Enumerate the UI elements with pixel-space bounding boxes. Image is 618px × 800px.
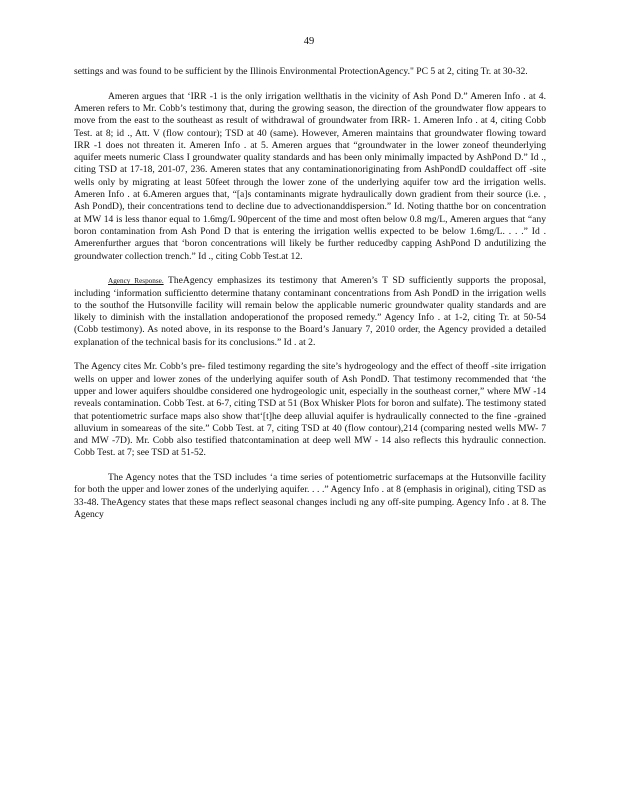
agency-response-heading: Agency Response. [108, 277, 164, 286]
page-number: 49 [303, 36, 315, 47]
agency-response-text: TheAgency emphasizes its testimony that Ameren’s T SD sufficiently supports the proposal, including ‘information sufficientto determine thatany contaminant concentrations from Ash PondD in the irrigation wells to the southof the Hutsonville facility will remain below the applicable numeric groundwater quality standards and are likely to diminish with the installation andoperationof the proposed remedy.” Agency Info . at 1-2, citing Tr. at 50-54 (Cobb testimony). As noted above, in its response to the Board’s January 7, 2010 order, the Agency provided a detailed explanation of the technical basis for its conclusions.” Id . at 2. [74, 275, 546, 348]
document-body [74, 66, 546, 534]
paragraph-continuation: settings and was found to be sufficient by the Illinois Environmental ProtectionAgency." PC 5 at 2, citing Tr. at 30-32. [74, 66, 528, 77]
paragraph-agency-response [74, 275, 546, 349]
paragraph-agency-cites: The Agency cites Mr. Cobb’s pre- filed testimony regarding the site’s hydrogeology and the effect of theoff -site irrigation wells on upper and lower zones of the underlying aquifer south of Ash PondD. That testimony recommended that ‘the upper and lower aquifers shouldbe considered one hydrogeologic unit, especially in the southeast corner,” where MW -14 reveals contamination. Cobb Test. at 6-7, citing TSD at 51 (Box Whisker Plots for boron and sulfate). The testimony stated that potentiometric surface maps also show that‘[t]he deep alluvial aquifer is hydraulically connected to the fine -grained alluvium in someareas of the site.” Cobb Test. at 7, citing TSD at 40 (flow contour),214 (comparing nested wells MW- 7 and MW -7D). Mr. Cobb also testified thatcontamination at deep well MW - 14 also reflects this hydraulic connection. Cobb Test. at 7; see TSD at 51-52. [74, 361, 546, 459]
paragraph-ameren-argues: Ameren argues that ‘IRR -1 is the only irrigation wellthatis in the vicinity of Ash Pond D.” Ameren Info . at 4. Ameren refers to Mr. Cobb’s testimony that, during the growing season, the direction of the groundwater flow appears to move from the east to the southeast as result of withdrawal of groundwater from IRR- 1. Ameren Info . at 4, citing Cobb Test. at 8; id ., Att. V (flow contour); TSD at 40 (same). However, Ameren maintains that groundwater flowing toward IRR -1 does not threaten it. Ameren Info . at 5. Ameren argues that “groundwater in the lower zoneof theunderlying aquifer meets numeric Class I groundwater quality standards and has been only minimally impacted by AshPond D.” Id ., citing TSD at 17-18, 201-07, 236. Ameren states that any contaminationoriginating from AshPondD couldaffect off -site wells only by migrating at least 50feet through the lower zone of the underlying aquifer tow ard the irrigation wells. Ameren Info . at 6.Ameren argues that, “[a]s contaminants migrate hydraulically down gradient from their source (i.e. , Ash PondD), their concentrations tend to decline due to advectionanddispersion.” Id. Noting thatthe bor on concentration at MW 14 is less thanor equal to 1.6mg/L 90percent of the time and most often below 0.8 mg/L, Ameren argues that “any boron contamination from Ash Pond D that is entering the irrigation wellis expected to be below 1.6mg/L. . . .” Id . Amerenfurther argues that ‘boron concentrations will likely be further reducedby capping AshPond D andutilizing the groundwater collection trench.” Id ., citing Cobb Test.at 12. [74, 90, 546, 262]
paragraph-agency-notes: The Agency notes that the TSD includes ‘a time series of potentiometric surfacemaps at the Hutsonville facility for both the upper and lower zones of the underlying aquifer. . . .” Agency Info . at 8 (emphasis in original), citing TSD as 33-48. TheAgency states that these maps reflect seasonal changes includi ng any off-site pumping. Agency Info . at 8. The Agency [74, 472, 546, 521]
